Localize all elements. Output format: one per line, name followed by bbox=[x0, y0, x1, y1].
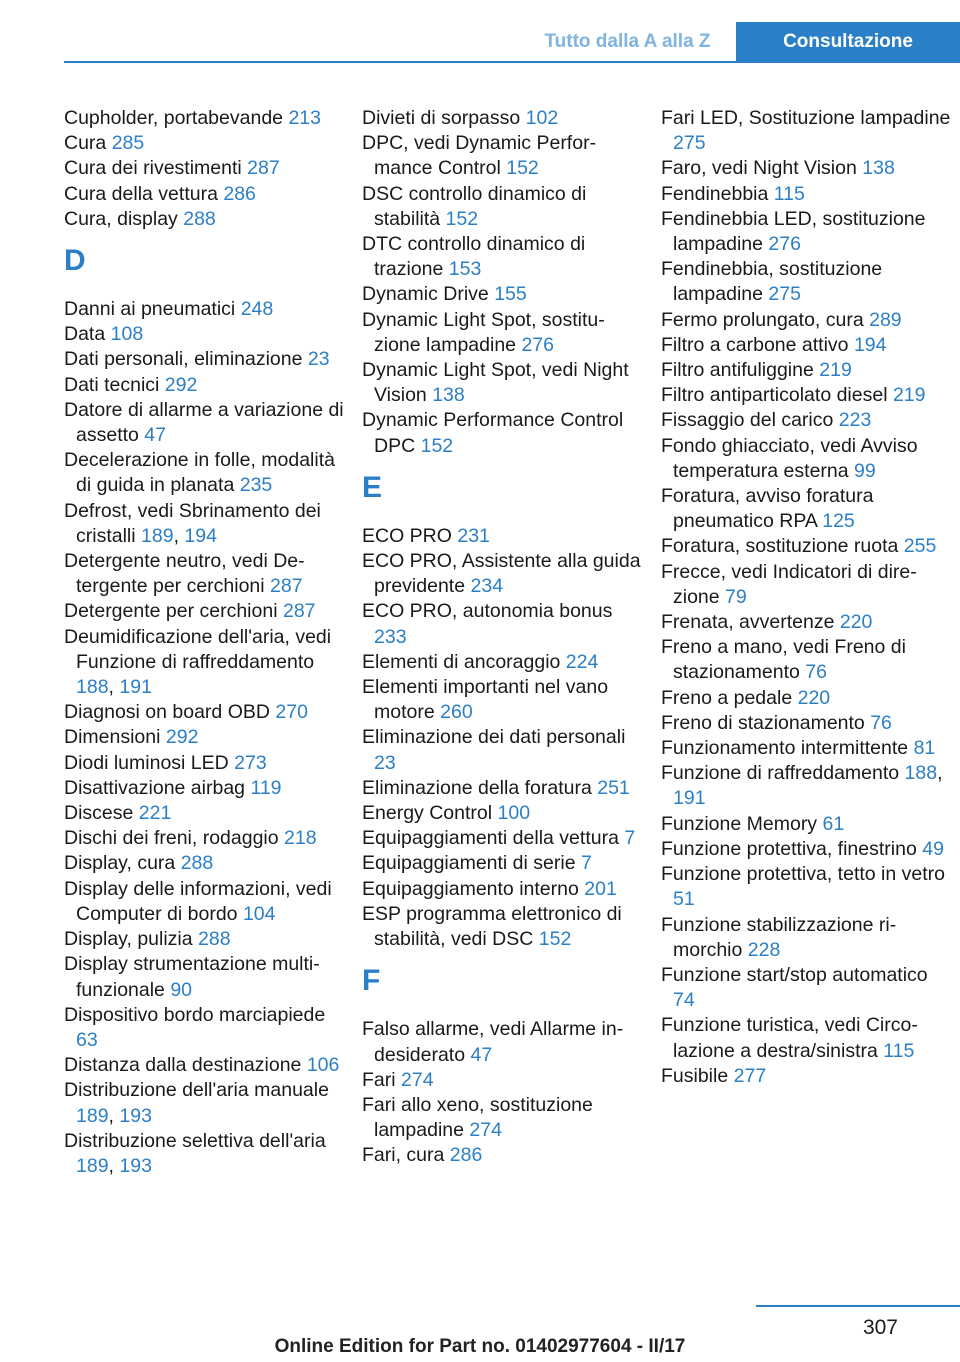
index-entry-text: Fari LED, Sostituzione lampadine bbox=[661, 107, 951, 129]
index-entry-text: Detergente per cerchioni bbox=[64, 600, 278, 623]
index-entry-text: Cupholder, portabevande bbox=[64, 107, 284, 129]
page-reference-link[interactable]: 224 bbox=[565, 650, 599, 673]
index-entry bbox=[661, 182, 951, 207]
page-reference-link[interactable]: 51 bbox=[673, 888, 695, 911]
index-entry bbox=[64, 1003, 344, 1053]
index-entry-text: Funzione Memory bbox=[661, 812, 818, 835]
index-entry bbox=[64, 927, 344, 952]
page-reference-link[interactable]: 115 bbox=[883, 1039, 915, 1062]
index-entry bbox=[64, 182, 344, 207]
index-entry bbox=[64, 131, 344, 156]
page-reference-link[interactable]: 220 bbox=[797, 686, 831, 709]
index-entry-text: Distribuzione dell'aria manuale bbox=[64, 1079, 329, 1102]
index-entry bbox=[362, 524, 642, 549]
index-entry bbox=[362, 675, 642, 725]
index-entry-text: Elementi di ancoraggio bbox=[362, 650, 561, 673]
index-letter-heading: E bbox=[362, 470, 383, 504]
index-entry-text: Display, cura bbox=[64, 852, 176, 875]
index-entry bbox=[362, 826, 642, 851]
index-entry-text: DSC controllo dinamico di stabilità bbox=[362, 182, 587, 230]
page-reference-link[interactable]: 99 bbox=[854, 459, 876, 482]
index-entry bbox=[661, 484, 951, 534]
index-entry-text: Defrost, vedi Sbrinamento dei cristalli bbox=[64, 499, 321, 547]
page-reference-link[interactable]: 152 bbox=[445, 207, 479, 230]
index-entry-text: Fari, cura bbox=[362, 1144, 445, 1167]
index-entry bbox=[64, 700, 344, 725]
index-entry-text: Distribuzione selettiva dell'aria bbox=[64, 1129, 326, 1152]
index-entry-text: Funzione di raffreddamento bbox=[661, 762, 900, 785]
index-entry-text: Elementi importanti nel vano motore bbox=[362, 676, 609, 724]
index-entry bbox=[64, 851, 344, 876]
index-entry-text: Data bbox=[64, 323, 106, 346]
index-entry-text: Dimensioni bbox=[64, 726, 161, 749]
page-reference-link[interactable]: 292 bbox=[165, 726, 199, 749]
index-entry-text: Freno a mano, vedi Freno di stazionamento bbox=[661, 636, 906, 684]
page-reference-link[interactable]: 47 bbox=[144, 424, 166, 447]
page-reference-link[interactable]: 106 bbox=[306, 1054, 340, 1077]
index-entry bbox=[362, 106, 642, 131]
page-reference-link[interactable]: 7 bbox=[580, 852, 592, 875]
page-reference-link[interactable]: 286 bbox=[449, 1144, 483, 1167]
index-entry-text: Cura, display bbox=[64, 207, 178, 230]
index-entry bbox=[64, 776, 344, 801]
index-entry bbox=[64, 599, 344, 624]
index-entry bbox=[64, 297, 344, 322]
page-reference-link[interactable]: 100 bbox=[497, 802, 531, 825]
index-entry-text: Fendinebbia, sostituzione lampadine bbox=[661, 258, 883, 306]
index-entry-text: Freno di stazionamento bbox=[661, 711, 865, 734]
index-entry-text: Display delle informazioni, vedi Computer di bordo bbox=[64, 877, 332, 925]
index-entry bbox=[362, 549, 642, 599]
index-entry-text: Deumidificazione dell'aria, vedi Funzione di raffreddamento bbox=[64, 625, 332, 673]
index-entry bbox=[661, 358, 951, 383]
page-reference-link[interactable]: 201 bbox=[584, 877, 617, 900]
index-entry bbox=[661, 207, 951, 257]
page-reference-link[interactable]: 125 bbox=[822, 510, 855, 533]
chapter-tab: Consultazione bbox=[736, 22, 960, 62]
index-entry-text: Display, pulizia bbox=[64, 928, 193, 951]
page-reference-link[interactable]: 193 bbox=[119, 1154, 152, 1177]
index-entry-text: Fari bbox=[362, 1068, 396, 1091]
page-reference-link[interactable]: 79 bbox=[725, 585, 747, 608]
index-entry-text: Divieti di sorpasso bbox=[362, 107, 521, 129]
index-entry: Funzione di raffreddamento 188, 191 bbox=[661, 762, 943, 810]
index-entry bbox=[661, 963, 951, 1013]
page-reference-link[interactable]: 277 bbox=[733, 1064, 767, 1087]
page-reference-link[interactable]: 273 bbox=[234, 751, 267, 774]
index-entry-text: Funzione turistica, vedi Circolazione a destra/sinistra bbox=[661, 1014, 918, 1062]
index-entry-text: Energy Control bbox=[362, 802, 493, 825]
index-entry bbox=[64, 801, 344, 826]
page-reference-link[interactable]: 251 bbox=[597, 776, 630, 799]
index-entry bbox=[661, 408, 951, 433]
page-reference-link[interactable]: 223 bbox=[838, 409, 872, 432]
index-entry bbox=[64, 725, 344, 750]
index-entry bbox=[362, 1017, 642, 1067]
page-reference-link[interactable]: 274 bbox=[469, 1119, 502, 1142]
index-entry-text: Frecce, vedi Indicatori di direzione bbox=[661, 560, 917, 608]
index-entry bbox=[362, 182, 642, 232]
index-entry bbox=[64, 398, 344, 448]
index-entry bbox=[64, 347, 344, 372]
page-reference-link[interactable]: 231 bbox=[457, 524, 490, 547]
index-entry bbox=[362, 877, 642, 902]
index-entry bbox=[661, 610, 951, 635]
page-reference-link[interactable]: 220 bbox=[839, 611, 873, 634]
page-reference-link[interactable]: 275 bbox=[768, 283, 801, 306]
index-entry bbox=[64, 952, 344, 1002]
index-entry-text: Funzione start/stop automatico bbox=[661, 963, 928, 986]
index-entry-text: Diodi luminosi LED bbox=[64, 751, 229, 774]
page-reference-link[interactable]: 49 bbox=[922, 837, 944, 860]
index-entry bbox=[661, 1064, 951, 1089]
index-entry bbox=[64, 373, 344, 398]
index-entry bbox=[362, 1143, 642, 1168]
section-title: Tutto dalla A alla Z bbox=[544, 31, 711, 52]
page-reference-link[interactable]: 292 bbox=[164, 373, 198, 396]
index-entry bbox=[362, 358, 642, 408]
index-entry bbox=[661, 257, 951, 307]
index-entry-text: Dynamic Light Spot, sostituzione lampadine bbox=[362, 308, 605, 356]
page-reference-link[interactable]: 104 bbox=[242, 902, 276, 925]
page-reference-link[interactable]: 115 bbox=[773, 182, 805, 205]
page-reference-link[interactable]: 119 bbox=[250, 776, 282, 799]
page-reference-link[interactable]: 275 bbox=[673, 132, 706, 155]
page-reference-link[interactable]: 152 bbox=[538, 928, 572, 951]
index-entry-text: Disattivazione airbag bbox=[64, 776, 246, 799]
index-column-3 bbox=[661, 106, 951, 1089]
page-reference-link[interactable]: 76 bbox=[870, 711, 892, 734]
page-reference-link[interactable]: 255 bbox=[903, 535, 937, 558]
page-reference-link[interactable]: 138 bbox=[862, 157, 895, 180]
index-entry-text: Cura della vettura bbox=[64, 182, 218, 205]
index-entry-text: Danni ai pneumatici bbox=[64, 298, 236, 321]
index-entry bbox=[362, 131, 642, 181]
index-entry bbox=[661, 383, 951, 408]
page-reference-link[interactable]: 194 bbox=[853, 333, 887, 356]
index-column-2 bbox=[362, 106, 642, 1169]
page-reference-link[interactable]: 108 bbox=[110, 323, 144, 346]
index-entry bbox=[64, 751, 344, 776]
page-reference-link[interactable]: 276 bbox=[521, 333, 554, 356]
index-entry bbox=[362, 902, 642, 952]
index-entry bbox=[64, 106, 344, 131]
page-reference-link[interactable]: 188 bbox=[76, 676, 109, 699]
index-entry-text: Eliminazione dei dati personali bbox=[362, 726, 626, 749]
index-entry-text: Funzione stabilizzazione rimorchio bbox=[661, 913, 897, 961]
page-reference-link[interactable]: 274 bbox=[401, 1068, 434, 1091]
index-letter-heading: D bbox=[64, 244, 86, 278]
index-entry bbox=[661, 913, 951, 963]
page-reference-link[interactable]: 189 bbox=[76, 1154, 109, 1177]
index-entry bbox=[362, 776, 642, 801]
page-reference-link[interactable]: 193 bbox=[119, 1104, 152, 1127]
index-entry bbox=[661, 711, 951, 736]
page-reference-link[interactable]: 288 bbox=[198, 928, 231, 951]
index-entry-text: Cura bbox=[64, 132, 107, 155]
index-entry bbox=[64, 1053, 344, 1078]
index-entry bbox=[362, 408, 642, 458]
index-entry-text: DPC, vedi Dynamic Performance Control bbox=[362, 132, 597, 180]
page-header bbox=[0, 0, 960, 62]
index-entry-text: Dispositivo bordo marciapiede bbox=[64, 1003, 326, 1026]
page-reference-link[interactable]: 155 bbox=[494, 283, 527, 306]
index-entry-text: Freno a pedale bbox=[661, 686, 793, 709]
index-entry bbox=[362, 851, 642, 876]
index-entry-text: Equipaggiamenti della vettura bbox=[362, 827, 619, 850]
page-reference-link[interactable]: 189 bbox=[76, 1104, 109, 1127]
index-entry bbox=[64, 826, 344, 851]
index-entry bbox=[661, 635, 951, 685]
index-entry-text: Fusibile bbox=[661, 1064, 729, 1087]
index-entry bbox=[661, 333, 951, 358]
footer-rule bbox=[756, 1305, 960, 1307]
index-entry-text: Equipaggiamento interno bbox=[362, 877, 579, 900]
index-entry-text: Funzione protettiva, finestrino bbox=[661, 837, 917, 860]
page-reference-link[interactable]: 248 bbox=[240, 298, 274, 321]
index-entry bbox=[661, 156, 951, 181]
index-entry-text: Diagnosi on board OBD bbox=[64, 701, 270, 724]
page-reference-link[interactable]: 194 bbox=[184, 524, 217, 547]
index-entry-text: DTC controllo dinamico di trazione bbox=[362, 233, 586, 281]
index-entry bbox=[362, 1093, 642, 1143]
index-entry-text: Filtro a carbone attivo bbox=[661, 333, 849, 356]
index-entry bbox=[661, 560, 951, 610]
index-entry-text: Cura dei rivestimenti bbox=[64, 157, 242, 180]
page-reference-link[interactable]: 234 bbox=[470, 575, 504, 598]
page-reference-link[interactable]: 287 bbox=[270, 575, 303, 598]
index-entry bbox=[64, 322, 344, 347]
page-reference-link[interactable]: 47 bbox=[470, 1043, 493, 1066]
index-entry-text: Eliminazione della foratura bbox=[362, 776, 592, 799]
index-entry bbox=[362, 282, 642, 307]
index-letter-heading: F bbox=[362, 964, 381, 998]
index-entry-text: Dynamic Drive bbox=[362, 283, 489, 306]
index-entry bbox=[661, 106, 951, 156]
page-reference-link[interactable]: 288 bbox=[183, 207, 216, 230]
index-entry-text: Dynamic Light Spot, vedi Night Vision bbox=[362, 359, 629, 407]
index-entry bbox=[362, 232, 642, 282]
page-reference-link[interactable]: 138 bbox=[432, 384, 465, 407]
page-reference-link[interactable]: 152 bbox=[420, 434, 454, 457]
page-reference-link[interactable]: 189 bbox=[141, 524, 174, 547]
index-entry-text: Display strumentazione multifunzionale bbox=[64, 953, 320, 1001]
index-entry-text: Filtro antifuliggine bbox=[661, 359, 814, 382]
page-reference-link[interactable]: 287 bbox=[247, 157, 280, 180]
index-entry-text: Detergente neutro, vedi Detergente per cerchioni bbox=[64, 550, 305, 598]
index-entry-text: Dati personali, eliminazione bbox=[64, 348, 303, 371]
index-entry-text: Filtro antiparticolato diesel bbox=[661, 384, 888, 407]
page-reference-link[interactable]: 235 bbox=[239, 474, 273, 497]
page-reference-link[interactable]: 221 bbox=[138, 802, 172, 825]
page-reference-link[interactable]: 153 bbox=[448, 258, 482, 281]
page-reference-link[interactable]: 233 bbox=[374, 625, 407, 648]
index-entry bbox=[661, 434, 951, 484]
index-entry-text: Frenata, avvertenze bbox=[661, 611, 835, 634]
index-entry-text: Fondo ghiacciato, vedi Avviso temperatura esterna bbox=[661, 434, 918, 482]
index-entry-text: Equipaggiamenti di serie bbox=[362, 852, 576, 875]
index-entry-text: ECO PRO bbox=[362, 524, 452, 547]
index-entry: Defrost, vedi Sbrinamento dei cristalli 189, 194 bbox=[64, 499, 321, 547]
page-reference-link[interactable]: 228 bbox=[747, 938, 781, 961]
page-reference-link[interactable]: 260 bbox=[440, 701, 473, 724]
index-entry-text: Decelerazione in folle, modalità di guida in planata bbox=[64, 449, 335, 497]
index-entry bbox=[362, 1068, 642, 1093]
index-entry-text: Fissaggio del carico bbox=[661, 409, 834, 432]
index-entry-text: Dati tecnici bbox=[64, 373, 160, 396]
page-reference-link[interactable]: 191 bbox=[673, 787, 706, 810]
page-reference-link[interactable]: 23 bbox=[374, 751, 396, 774]
page-reference-link[interactable]: 270 bbox=[275, 701, 308, 724]
index-entry-text: ESP programma elettronico di stabilità, vedi DSC bbox=[362, 902, 622, 951]
page-reference-link[interactable]: 102 bbox=[525, 107, 559, 129]
index-entry: Distribuzione selettiva dell'aria 189, 193 bbox=[64, 1129, 326, 1177]
index-entry-text: Foratura, avviso foratura pneumatico RPA bbox=[661, 485, 874, 533]
page-number: 307 bbox=[862, 1316, 898, 1339]
index-entry bbox=[362, 650, 642, 675]
index-entry bbox=[661, 534, 951, 559]
page-reference-link[interactable]: 219 bbox=[892, 384, 926, 407]
index-entry-text: Datore di allarme a variazione di assetto bbox=[64, 398, 344, 447]
index-entry-text: Fendinebbia bbox=[661, 182, 769, 205]
index-entry bbox=[661, 862, 951, 912]
index-entry-text: Falso allarme, vedi Allarme indesiderato bbox=[362, 1018, 624, 1066]
page-reference-link[interactable]: 288 bbox=[180, 852, 214, 875]
index-entry bbox=[362, 801, 642, 826]
page-reference-link[interactable]: 90 bbox=[170, 978, 193, 1001]
page-reference-link[interactable]: 213 bbox=[288, 107, 321, 129]
index-entry bbox=[661, 308, 951, 333]
page-reference-link[interactable]: 74 bbox=[673, 989, 695, 1012]
index-entry bbox=[661, 1013, 951, 1063]
index-entry bbox=[362, 308, 642, 358]
index-entry: Distribuzione dell'aria manuale 189, 193 bbox=[64, 1079, 329, 1127]
index-entry bbox=[661, 812, 951, 837]
index-entry-text: Fermo prolungato, cura bbox=[661, 308, 864, 331]
index-column-1 bbox=[64, 106, 344, 1179]
page-reference-link[interactable]: 76 bbox=[805, 661, 827, 684]
index-entry-text: ECO PRO, autonomia bonus bbox=[362, 600, 613, 623]
index-entry bbox=[64, 156, 344, 181]
index-entry-text: Discese bbox=[64, 802, 134, 825]
page-reference-link[interactable]: 81 bbox=[913, 737, 936, 760]
edition-note: Online Edition for Part no. 01402977604 - II/17 bbox=[274, 1336, 686, 1357]
index-entry-text: Funzione protettiva, tetto in vetro bbox=[661, 863, 945, 886]
page-reference-link[interactable]: 289 bbox=[869, 308, 902, 331]
index-entry bbox=[661, 686, 951, 711]
index-entry-text: Dynamic Performance Control DPC bbox=[362, 409, 624, 457]
page-reference-link[interactable]: 152 bbox=[506, 157, 539, 180]
page-reference-link[interactable]: 287 bbox=[282, 600, 316, 623]
index-entry bbox=[661, 736, 951, 761]
page-reference-link[interactable]: 191 bbox=[119, 676, 152, 699]
page-reference-link[interactable]: 188 bbox=[904, 762, 938, 785]
page-reference-link[interactable]: 61 bbox=[822, 812, 845, 835]
index-entry-text: Dischi dei freni, rodaggio bbox=[64, 827, 279, 850]
page-reference-link[interactable]: 63 bbox=[76, 1028, 98, 1051]
header-rule bbox=[64, 61, 960, 63]
index-entry bbox=[64, 877, 344, 927]
index-entry-text: ECO PRO, Assistente alla guida previdente bbox=[362, 550, 641, 598]
page-reference-link[interactable]: 7 bbox=[624, 827, 636, 850]
index-entry bbox=[64, 448, 344, 498]
page-reference-link[interactable]: 286 bbox=[223, 182, 256, 205]
index-entry-text: Funzionamento intermittente bbox=[661, 737, 909, 760]
page-reference-link[interactable]: 276 bbox=[768, 233, 801, 256]
index-entry-text: Faro, vedi Night Vision bbox=[661, 157, 857, 180]
index-entry bbox=[64, 207, 344, 232]
index-entry bbox=[362, 725, 642, 775]
index-entry bbox=[661, 837, 951, 862]
page-reference-link[interactable]: 219 bbox=[819, 359, 852, 382]
index-entry-text: Distanza dalla destinazione bbox=[64, 1054, 302, 1077]
index-entry bbox=[64, 549, 344, 599]
index-entry bbox=[362, 599, 642, 649]
page-reference-link[interactable]: 285 bbox=[111, 132, 145, 155]
index-entry: Deumidificazione dell'aria, vedi Funzione di raffreddamento 188, 191 bbox=[64, 625, 332, 699]
page-reference-link[interactable]: 218 bbox=[284, 827, 317, 850]
index-entry-text: Fari allo xeno, sostituzione lampadine bbox=[362, 1093, 593, 1142]
index-entry-text: Foratura, sostituzione ruota bbox=[661, 535, 899, 558]
index-entry-text: Fendinebbia LED, sostituzione lampadine bbox=[661, 207, 926, 256]
page-reference-link[interactable]: 23 bbox=[307, 348, 330, 371]
